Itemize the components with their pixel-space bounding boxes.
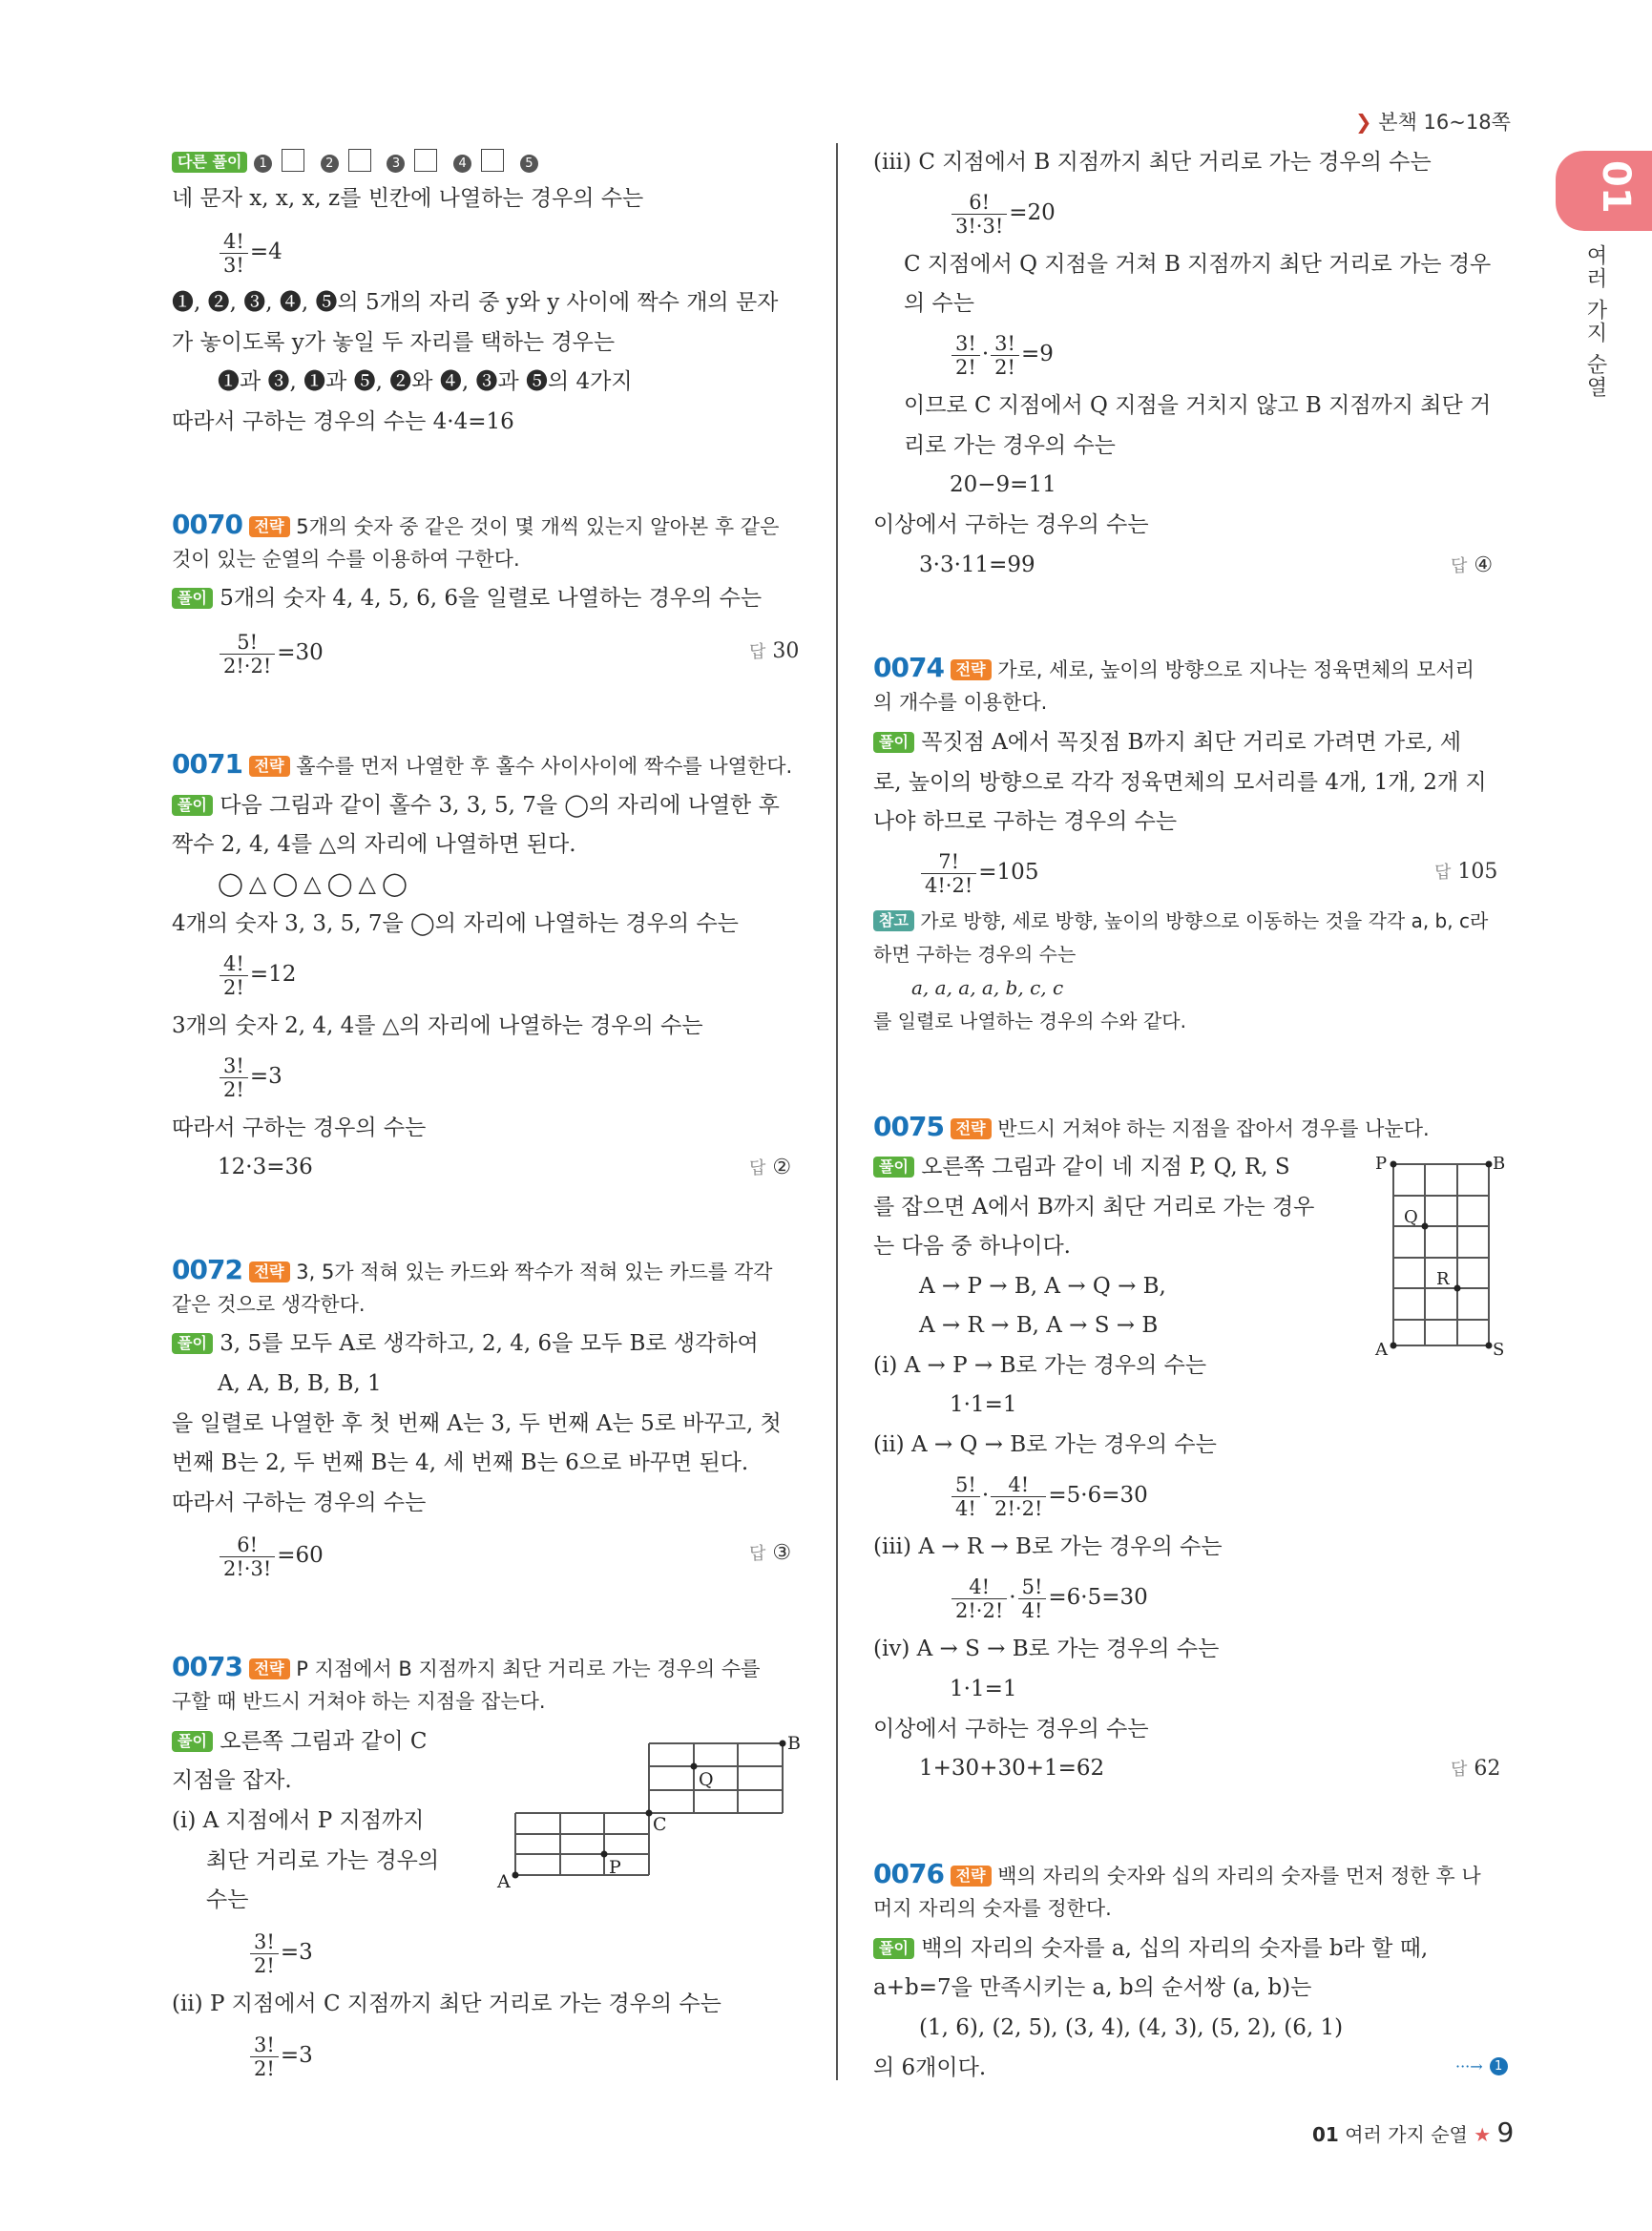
problem-0076-strategy: 0076 전략 백의 자리의 숫자와 십의 자리의 숫자를 먼저 정한 후 나	[873, 1858, 1481, 1889]
solution-line: 이므로 C 지점에서 Q 지점을 거치지 않고 B 지점까지 최단 거	[904, 393, 1492, 418]
solution-line: 풀이 백의 자리의 숫자를 a, 십의 자리의 숫자를 b라 할 때,	[873, 1934, 1428, 1963]
answer: 답 ④	[1451, 553, 1494, 577]
answer: 답 ②	[749, 1156, 792, 1179]
solution-line: 을 일렬로 나열한 후 첫 번째 A는 3, 두 번째 A는 5로 바꾸고, 첫	[172, 1411, 782, 1436]
blank-2-marker: 2	[321, 155, 339, 173]
point-B	[1486, 1161, 1493, 1168]
note-line: 참고 가로 방향, 세로 방향, 높이의 방향으로 이동하는 것을 각각 a, b, c라	[873, 907, 1488, 935]
footer-chapter: 01	[1312, 2123, 1339, 2146]
solution-line: 3·3·11=99	[919, 553, 1035, 577]
solution-line: 지점을 잡자.	[172, 1768, 292, 1793]
solution-tag: 풀이	[873, 1938, 914, 1959]
alt-line: ❶, ❷, ❸, ❹, ❺의 5개의 자리 중 y와 y 사이에 짝수 개의 문자	[172, 290, 779, 315]
fraction: $\frac{4!}{2!\cdot 2!}$	[991, 1473, 1046, 1520]
point-C	[646, 1810, 653, 1817]
answer-mark-icon: 답	[749, 1158, 766, 1178]
strategy-text: 머지 자리의 숫자를 정한다.	[873, 1897, 1112, 1920]
fraction: $\frac{5!}{4!}$	[1018, 1575, 1047, 1622]
strategy-tag: 전략	[951, 1866, 992, 1887]
problem-0075-strategy: 0075 전략 반드시 거쳐야 하는 지점을 잡아서 경우를 나눈다.	[873, 1111, 1430, 1142]
answer-mark-icon: 답	[749, 642, 766, 662]
solution-line: 풀이 오른쪽 그림과 같이 네 지점 P, Q, R, S	[873, 1153, 1290, 1181]
alt-line: 따라서 구하는 경우의 수는 4·4=16	[172, 409, 514, 434]
blank-box	[282, 149, 304, 172]
solution-line: 1+30+30+1=62	[919, 1756, 1105, 1781]
solution-line: 풀이 3, 5를 모두 A로 생각하고, 2, 4, 6을 모두 B로 생각하여	[172, 1329, 759, 1358]
blank-box	[481, 149, 504, 172]
solution-line: (i) A → P → B로 가는 경우의 수는	[873, 1353, 1207, 1378]
continued-marker	[1455, 2054, 1508, 2077]
formula: $\frac{4!}{2!\cdot 2!}$ · $\frac{5!}{4!}$ =6·5=30	[950, 1573, 1148, 1622]
solution-tag: 풀이	[172, 795, 213, 816]
label-Q: Q	[1404, 1207, 1418, 1227]
answer: 답 62	[1451, 1757, 1501, 1781]
solution-line: (i) A 지점에서 P 지점까지	[172, 1808, 425, 1833]
solution-line: (ii) A → Q → B로 가는 경우의 수는	[873, 1432, 1217, 1457]
point-P	[1391, 1161, 1397, 1168]
solution-line: 풀이 5개의 숫자 4, 4, 5, 6, 6을 일렬로 나열하는 경우의 수는	[172, 584, 762, 613]
strategy-tag: 전략	[951, 1118, 992, 1139]
fraction: $\frac{5!}{2!\cdot 2!}$	[220, 631, 275, 678]
solution-line: (1, 6), (2, 5), (3, 4), (4, 3), (5, 2), (6, 1)	[919, 2015, 1344, 2040]
continue-number: 1	[1490, 2057, 1508, 2075]
solution-tag: 풀이	[172, 588, 213, 609]
strategy-tag: 전략	[249, 1261, 290, 1282]
solution-tag: 풀이	[873, 732, 914, 753]
blank-5-marker: 5	[520, 155, 538, 173]
page-number: 9	[1496, 2116, 1515, 2148]
solution-line: 번째 B는 2, 두 번째 B는 4, 세 번째 B는 6으로 바꾸면 된다.	[172, 1450, 749, 1475]
point-Q	[691, 1763, 698, 1770]
formula: $\frac{4!}{2!}$ =12	[218, 949, 296, 999]
fraction: $\frac{3!}{2!}$	[250, 1930, 279, 1977]
label-R: R	[1436, 1269, 1450, 1289]
problem-0073-strategy: 0073 전략 P 지점에서 B 지점까지 최단 거리로 가는 경우의 수를	[172, 1651, 761, 1682]
solution-line: 풀이 꼭짓점 A에서 꼭짓점 B까지 최단 거리로 가려면 가로, 세	[873, 728, 1461, 757]
solution-line: 12·3=36	[218, 1155, 313, 1179]
solution-line: 풀이 다음 그림과 같이 홀수 3, 3, 5, 7을 ◯의 자리에 나열한 후	[172, 791, 780, 820]
solution-line: 이상에서 구하는 경우의 수는	[873, 1717, 1149, 1741]
solution-line: (iii) C 지점에서 B 지점까지 최단 거리로 가는 경우의 수는	[873, 150, 1432, 175]
label-Q: Q	[699, 1769, 714, 1790]
point-S	[1486, 1343, 1493, 1349]
formula: $\frac{5!}{2!\cdot 2!}$ =30	[218, 628, 324, 678]
solution-line: 20−9=11	[950, 472, 1056, 497]
strategy-tag: 전략	[249, 756, 290, 777]
solution-line: 리로 가는 경우의 수는	[904, 433, 1116, 458]
solution-line: 따라서 구하는 경우의 수는	[172, 1491, 427, 1515]
solution-line: C 지점에서 Q 지점을 거쳐 B 지점까지 최단 거리로 가는 경우	[904, 252, 1492, 277]
grid-path-figure-0073	[491, 1732, 806, 1899]
strategy-text: 것이 있는 순열의 수를 이용하여 구한다.	[172, 548, 520, 571]
solution-line: 의 수는	[904, 291, 974, 316]
answer-mark-icon: 답	[1451, 556, 1468, 576]
dotted-arrow-icon: ···→	[1455, 2057, 1483, 2075]
fraction: $\frac{4!}{3!}$	[220, 230, 248, 277]
label-C: C	[653, 1814, 667, 1835]
solution-line: 는 다음 중 하나이다.	[873, 1234, 1071, 1259]
arrow-right-icon: ❯	[1355, 111, 1372, 134]
strategy-text: 구할 때 반드시 거쳐야 하는 지점을 잡는다.	[172, 1690, 546, 1713]
formula: $\frac{3!}{2!}$ · $\frac{3!}{2!}$ =9	[950, 329, 1054, 379]
blank-box	[414, 149, 437, 172]
point-Q	[1422, 1223, 1429, 1230]
formula: $\frac{3!}{2!}$ =3	[248, 1928, 313, 1977]
formula: $\frac{6!}{2!\cdot 3!}$ =60	[218, 1531, 324, 1580]
formula: $\frac{3!}{2!}$ =3	[248, 2031, 313, 2080]
solution-line: (ii) P 지점에서 C 지점까지 최단 거리로 가는 경우의 수는	[172, 1991, 721, 2016]
formula: $\frac{3!}{2!}$ =3	[218, 1052, 282, 1101]
blank-1-marker: 1	[254, 155, 272, 173]
problem-number: 0075	[873, 1111, 944, 1142]
formula: $\frac{7!}{4!\cdot 2!}$ =105	[919, 847, 1038, 897]
problem-number: 0076	[873, 1858, 944, 1889]
point-A	[1391, 1343, 1397, 1349]
column-divider	[836, 143, 838, 2080]
solution-line: 이상에서 구하는 경우의 수는	[873, 512, 1149, 537]
strategy-tag: 전략	[249, 516, 290, 537]
label-B: B	[1493, 1154, 1506, 1174]
answer: 답 105	[1434, 860, 1498, 884]
fraction: $\frac{6!}{3!\cdot 3!}$	[951, 191, 1007, 238]
solution-line: A, A, B, B, B, 1	[218, 1371, 382, 1396]
solution-line: A → R → B, A → S → B	[919, 1313, 1159, 1338]
fraction: $\frac{3!}{2!}$	[250, 2033, 279, 2080]
formula: $\frac{6!}{3!\cdot 3!}$ =20	[950, 188, 1056, 238]
fraction: $\frac{7!}{4!\cdot 2!}$	[921, 850, 976, 897]
alt-solution-header	[172, 148, 538, 177]
formula: $\frac{5!}{4!}$ · $\frac{4!}{2!\cdot 2!}$ =5·6=30	[950, 1470, 1148, 1520]
strategy-text: 의 개수를 이용한다.	[873, 691, 1048, 714]
label-B: B	[787, 1733, 801, 1754]
answer-mark-icon: 답	[749, 1544, 766, 1564]
strategy-text: 같은 것으로 생각한다.	[172, 1293, 366, 1316]
footer-title: 여러 가지 순열	[1345, 2123, 1468, 2146]
label-A: A	[1375, 1340, 1388, 1360]
solution-line: 1·1=1	[950, 1677, 1017, 1701]
blank-3-marker: 3	[387, 155, 405, 173]
solution-line: 짝수 2, 4, 4를 △의 자리에 나열하면 된다.	[172, 832, 576, 857]
star-icon: ★	[1474, 2123, 1492, 2146]
solution-tag: 풀이	[172, 1731, 213, 1752]
problem-0074-strategy: 0074 전략 가로, 세로, 높이의 방향으로 지나는 정육면체의 모서리	[873, 652, 1474, 683]
fraction: $\frac{6!}{2!\cdot 3!}$	[220, 1533, 275, 1580]
fraction: $\frac{3!}{2!}$	[220, 1054, 248, 1101]
fraction: $\frac{4!}{2!}$	[220, 952, 248, 999]
fraction: $\frac{5!}{4!}$	[951, 1473, 980, 1520]
solution-line: (iii) A → R → B로 가는 경우의 수는	[873, 1534, 1223, 1559]
alt-line: 가 놓이도록 y가 놓일 두 자리를 택하는 경우는	[172, 330, 616, 355]
solution-line: 수는	[206, 1887, 249, 1912]
label-S: S	[1493, 1340, 1505, 1360]
problem-number: 0070	[172, 509, 242, 540]
answer-mark-icon: 답	[1434, 863, 1452, 883]
point-B	[780, 1741, 786, 1747]
strategy-tag: 전략	[951, 659, 992, 680]
grid-path-figure-0075	[1370, 1150, 1513, 1365]
page-footer	[1312, 2116, 1514, 2148]
problem-0072-strategy: 0072 전략 3, 5가 적혀 있는 카드와 짝수가 적혀 있는 카드를 각각	[172, 1254, 773, 1285]
blank-4-marker: 4	[453, 155, 471, 173]
problem-0070-strategy: 0070 전략 5개의 숫자 중 같은 것이 몇 개씩 있는지 알아본 후 같은	[172, 509, 780, 540]
fraction: $\frac{3!}{2!}$	[951, 332, 980, 379]
solution-tag: 풀이	[873, 1157, 914, 1178]
answer-mark-icon: 답	[1451, 1760, 1468, 1780]
solution-line: A → P → B, A → Q → B,	[919, 1274, 1166, 1299]
book-page-reference: ❯ 본책 16~18쪽	[1355, 111, 1511, 134]
solution-line: 3개의 숫자 2, 4, 4를 △의 자리에 나열하는 경우의 수는	[172, 1013, 703, 1038]
problem-number: 0073	[172, 1651, 242, 1682]
answer: 답 ③	[749, 1541, 792, 1565]
label-P: P	[609, 1857, 621, 1878]
chapter-side-title: 여러 가지 순열	[1583, 244, 1607, 399]
circle-triangle-pattern: ◯△◯△◯△◯	[218, 870, 413, 897]
strategy-tag: 전략	[249, 1658, 290, 1679]
note-line: a, a, a, a, b, c, c	[911, 976, 1064, 999]
solution-line: 1·1=1	[950, 1392, 1017, 1417]
label-A: A	[497, 1871, 511, 1892]
solution-line: (iv) A → S → B로 가는 경우의 수는	[873, 1637, 1220, 1661]
answer: 답 30	[749, 639, 800, 663]
solution-tag: 풀이	[172, 1333, 213, 1354]
problem-number: 0074	[873, 652, 944, 683]
problem-number: 0071	[172, 748, 242, 780]
alt-line: 네 문자 x, x, x, z를 빈칸에 나열하는 경우의 수는	[172, 186, 644, 211]
solution-line: 를 잡으면 A에서 B까지 최단 거리로 가는 경우	[873, 1195, 1315, 1220]
label-P: P	[1375, 1154, 1388, 1174]
solution-line: 풀이 오른쪽 그림과 같이 C	[172, 1727, 428, 1756]
point-R	[1454, 1285, 1461, 1292]
problem-number: 0072	[172, 1254, 242, 1285]
point-P	[601, 1851, 608, 1858]
solution-line: 의 6개이다.	[873, 2055, 987, 2080]
fraction: $\frac{4!}{2!\cdot 2!}$	[951, 1575, 1007, 1622]
note-line: 를 일렬로 나열하는 경우의 수와 같다.	[873, 1010, 1186, 1032]
solution-line: 로, 높이의 방향으로 각각 정육면체의 모서리를 4개, 1개, 2개 지	[873, 770, 1487, 795]
solution-line: a+b=7을 만족시키는 a, b의 순서쌍 (a, b)는	[873, 1975, 1312, 2000]
solution-line: 4개의 숫자 3, 3, 5, 7을 ◯의 자리에 나열하는 경우의 수는	[172, 911, 739, 936]
alt-formula: $\frac{4!}{3!}$ =4	[218, 227, 282, 277]
chapter-tab: 01	[1556, 151, 1652, 231]
note-line: 하면 구하는 경우의 수는	[873, 943, 1077, 966]
problem-0071-strategy: 0071 전략 홀수를 먼저 나열한 후 홀수 사이사이에 짝수를 나열한다.	[172, 748, 793, 780]
solution-line: 최단 거리로 가는 경우의	[206, 1848, 440, 1873]
solution-line: 따라서 구하는 경우의 수는	[172, 1116, 427, 1140]
alt-tag: 다른 풀이	[172, 152, 247, 173]
solution-line: 나야 하므로 구하는 경우의 수는	[873, 809, 1178, 834]
note-tag: 참고	[873, 910, 914, 931]
blank-box	[348, 149, 371, 172]
point-A	[512, 1872, 519, 1879]
alt-line: ❶과 ❸, ❶과 ❺, ❷와 ❹, ❸과 ❺의 4가지	[218, 369, 633, 394]
fraction: $\frac{3!}{2!}$	[991, 332, 1019, 379]
